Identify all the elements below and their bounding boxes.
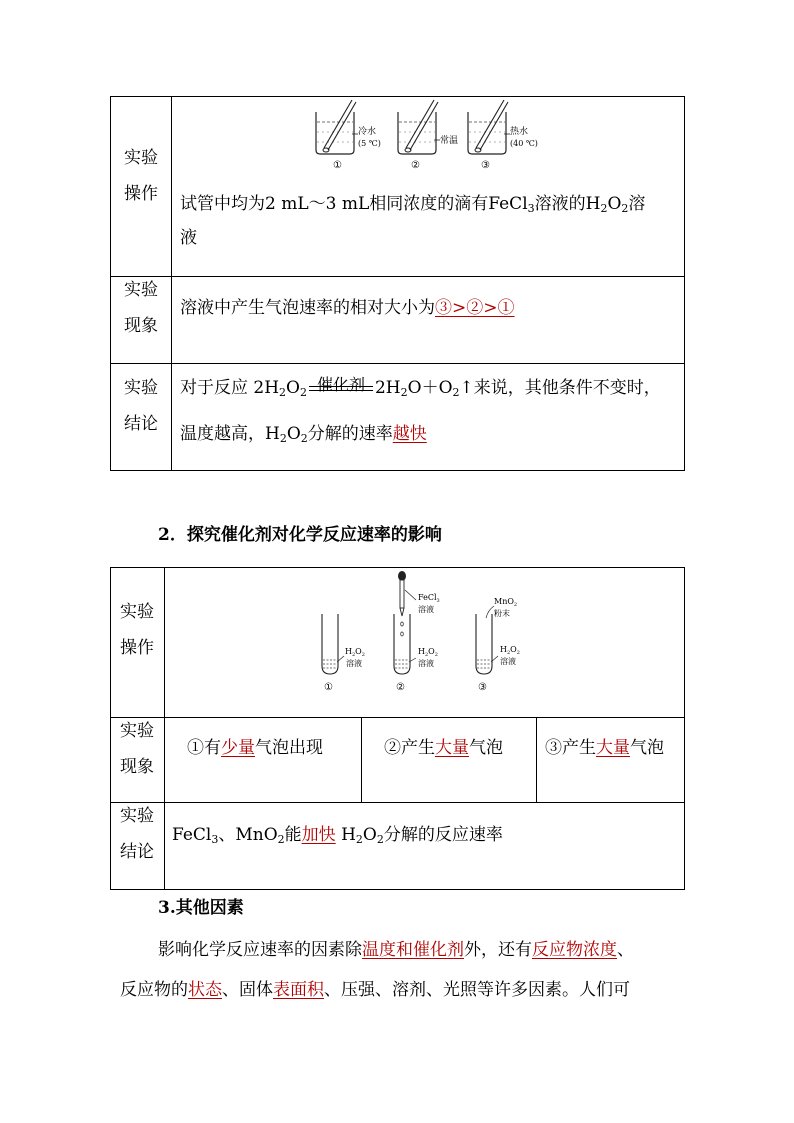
- mno2-label: MnO$_2$: [494, 597, 518, 608]
- table1-row2-text: 溶液中产生气泡速率的相对大小为③>②>①: [180, 298, 515, 318]
- answer-surface-area: 表面积: [273, 980, 324, 1000]
- table2-conclusion: FeCl$_3$、MnO$_2$能加快 $H_2O_2$分解的反应速率: [172, 825, 503, 846]
- beaker2-number: ②: [411, 160, 420, 171]
- answer-state: 状态: [188, 980, 222, 1000]
- table2-row1-label: 实验 操作: [120, 602, 154, 658]
- table2-row2-label: 实验 现象: [120, 721, 154, 777]
- fecl3-label: FeCl$_3$: [418, 593, 440, 604]
- beaker-2: [398, 100, 438, 154]
- table1-row-divider-2: [110, 363, 685, 364]
- beaker3-sublabel: (40 ℃): [510, 139, 538, 148]
- table2-obs-2: ②产生大量气泡: [384, 738, 503, 758]
- table1-row2-label: 实验 现象: [124, 280, 158, 336]
- tube2-number: ②: [396, 682, 405, 693]
- table2-row-divider-1: [110, 717, 685, 718]
- table1-row3-line1: 对于反应 $2H_2O_2$ 催化剂 $2H_2O+O_2↑$来说，其他条件不变时，: [180, 374, 661, 399]
- section-heading-other-factors: 3.其他因素: [158, 898, 244, 918]
- test-tubes-figure: [310, 570, 540, 694]
- table1-row1-text-cont: 液: [180, 228, 197, 248]
- answer-large-amount-3: 大量: [596, 738, 630, 758]
- table1-row-divider-1: [110, 276, 685, 277]
- answer-concentration: 反应物浓度: [532, 940, 617, 960]
- table2-obs-divider-1: [361, 717, 362, 802]
- tube-2: [394, 571, 416, 674]
- beaker2-label: 常温: [440, 136, 459, 146]
- powder-label: 粉末: [494, 609, 510, 618]
- table1-col-divider: [171, 96, 172, 471]
- table1-row1-label: 实验 操作: [124, 148, 158, 204]
- beaker3-number: ③: [481, 160, 490, 171]
- tube1-solution-label: 溶液: [346, 659, 362, 668]
- tube3-number: ③: [478, 682, 487, 693]
- beaker3-label: 热水: [510, 127, 529, 137]
- tube3-h2o2-label: $H_2O_2$: [500, 645, 520, 656]
- answer-faster: 越快: [392, 424, 427, 444]
- beaker1-label: 冷水: [358, 127, 377, 137]
- catalyst-arrow: 催化剂: [309, 379, 373, 399]
- tube1-h2o2-label: $H_2O_2$: [345, 647, 365, 658]
- paragraph-other-factors: 影响化学反应速率的因素除温度和催化剂外，还有反应物浓度、 反应物的状态、固体表面积、压强、溶剂、光照等许多因素。人们可: [120, 940, 634, 1000]
- answer-large-amount-2: 大量: [435, 738, 469, 758]
- answer-rate-order: ③>②>①: [435, 298, 515, 318]
- beaker-1: [316, 100, 356, 154]
- beaker-3: [468, 100, 508, 154]
- table1-row3-line2: 温度越高，$H_2O_2$分解的速率越快: [180, 424, 427, 445]
- table2-row-divider-2: [110, 802, 685, 803]
- tube2-h2o2-label: $H_2O_2$: [418, 647, 438, 658]
- answer-accelerate: 加快: [301, 825, 336, 845]
- tube2-solution-label: 溶液: [418, 659, 434, 668]
- table2-obs-1: ①有少量气泡出现: [187, 738, 323, 758]
- fecl3-solution-label: 溶液: [418, 605, 434, 614]
- beaker1-number: ①: [333, 160, 342, 171]
- beakers-figure: [310, 98, 550, 174]
- table1-row1-text: 试管中均为2 mL～3 mL相同浓度的滴有FeCl$_3$溶液的$H_2O_2$溶: [180, 194, 646, 215]
- tube-1: [322, 614, 344, 674]
- table2-obs-divider-2: [536, 717, 537, 802]
- answer-temp-catalyst: 温度和催化剂: [362, 940, 464, 960]
- tube3-solution-label: 溶液: [500, 657, 516, 666]
- table2-row3-label: 实验 结论: [120, 806, 154, 862]
- table2-col-divider: [164, 567, 165, 890]
- table2-obs-3: ③产生大量气泡: [545, 738, 664, 758]
- table1-row3-label: 实验 结论: [124, 378, 158, 434]
- tube1-number: ①: [324, 682, 333, 693]
- answer-small-amount: 少量: [221, 738, 255, 758]
- beaker1-sublabel: (5 ℃): [358, 139, 381, 148]
- section-heading-catalyst: 2．探究催化剂对化学反应速率的影响: [158, 525, 442, 545]
